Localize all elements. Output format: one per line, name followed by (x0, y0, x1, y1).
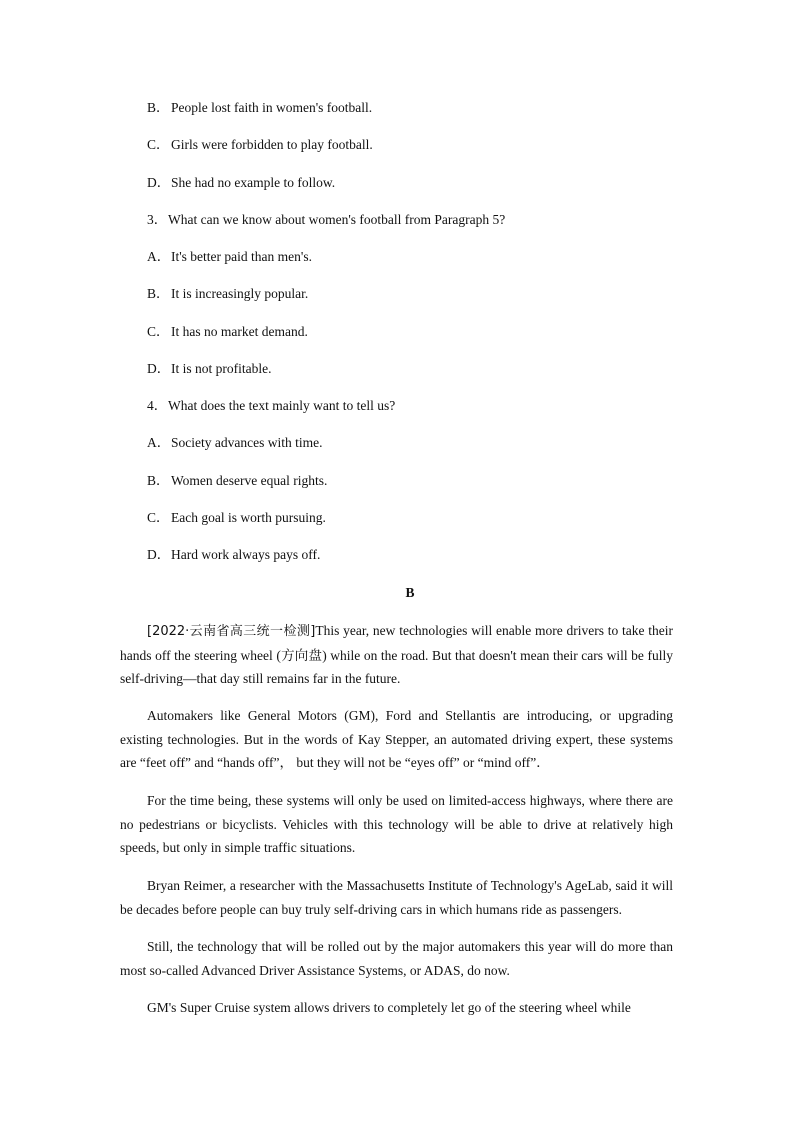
option-text: People lost faith in women's football. (171, 100, 373, 115)
option-text: Women deserve equal rights. (171, 473, 328, 488)
option-label: D． (147, 175, 171, 190)
q3-option-a (147, 248, 312, 266)
q3-option-d (147, 360, 271, 378)
option-label: D． (147, 361, 171, 376)
option-label: D． (147, 547, 171, 562)
option-text: Hard work always pays off. (171, 547, 321, 562)
q2-option-d (147, 174, 335, 192)
option-text: It is not profitable. (171, 361, 272, 376)
option-label: A． (147, 435, 171, 450)
passage-paragraph-4: Bryan Reimer, a researcher with the Massachusetts Institute of Technology's AgeLab, said it will be decades before people can buy truly self-driving cars in which humans ride as passengers. (120, 878, 673, 917)
q2-option-c (147, 136, 373, 154)
option-label: B． (147, 286, 170, 301)
passage-paragraph-6: GM's Super Cruise system allows drivers to completely let go of the steering wheel while (147, 1000, 631, 1015)
option-text: Society advances with time. (171, 435, 323, 450)
option-label: B． (147, 100, 170, 115)
question-text: What does the text mainly want to tell us? (168, 398, 396, 413)
question-text: What can we know about women's football from Paragraph 5? (168, 212, 506, 227)
q4-stem (147, 397, 395, 415)
option-label: B． (147, 473, 170, 488)
section-title: B (405, 585, 415, 600)
option-label: C． (147, 137, 170, 152)
option-label: C． (147, 510, 170, 525)
paragraph-text: This year, new technologies will enable more drivers to take their hands off the steering wheel (方向盘) while on the road. But that doesn't mean their cars will be fully self-driving—that day still remains far in the future. (120, 623, 673, 686)
q3-option-c (147, 323, 308, 341)
q3-stem (147, 211, 505, 229)
option-text: She had no example to follow. (171, 175, 336, 190)
q4-option-b (147, 472, 327, 490)
question-number: 4． (147, 398, 168, 413)
question-number: 3． (147, 212, 168, 227)
passage-paragraph-3: For the time being, these systems will only be used on limited-access highways, where there are no pedestrians or bicyclists. Vehicles with this technology will be able to drive at relatively high speeds, but only in simple traffic situations. (120, 793, 673, 855)
option-text: It is increasingly popular. (171, 286, 309, 301)
q3-option-b (147, 285, 308, 303)
option-text: Girls were forbidden to play football. (171, 137, 373, 152)
q2-option-b (147, 99, 372, 117)
passage-paragraph-2: Automakers like General Motors (GM), Ford and Stellantis are introducing, or upgrading existing technologies. But in the words of Kay Stepper, an automated driving expert, these systems are “feet off” and “hands off”， but they will not be “eyes off” or “mind off”． (120, 708, 673, 770)
q4-option-a (147, 434, 322, 452)
passage-paragraph-5: Still, the technology that will be rolled out by the major automakers this year will do more than most so-called Advanced Driver Assistance Systems, or ADAS, do now. (120, 939, 673, 978)
option-text: It's better paid than men's. (171, 249, 312, 264)
option-text: It has no market demand. (171, 324, 308, 339)
passage-paragraph-1 (120, 619, 673, 691)
q4-option-d (147, 546, 320, 564)
q4-option-c (147, 509, 326, 527)
source-tag: [2022·云南省高三统一检测] (147, 624, 316, 639)
option-text: Each goal is worth pursuing. (171, 510, 326, 525)
option-label: C． (147, 324, 170, 339)
option-label: A． (147, 249, 171, 264)
